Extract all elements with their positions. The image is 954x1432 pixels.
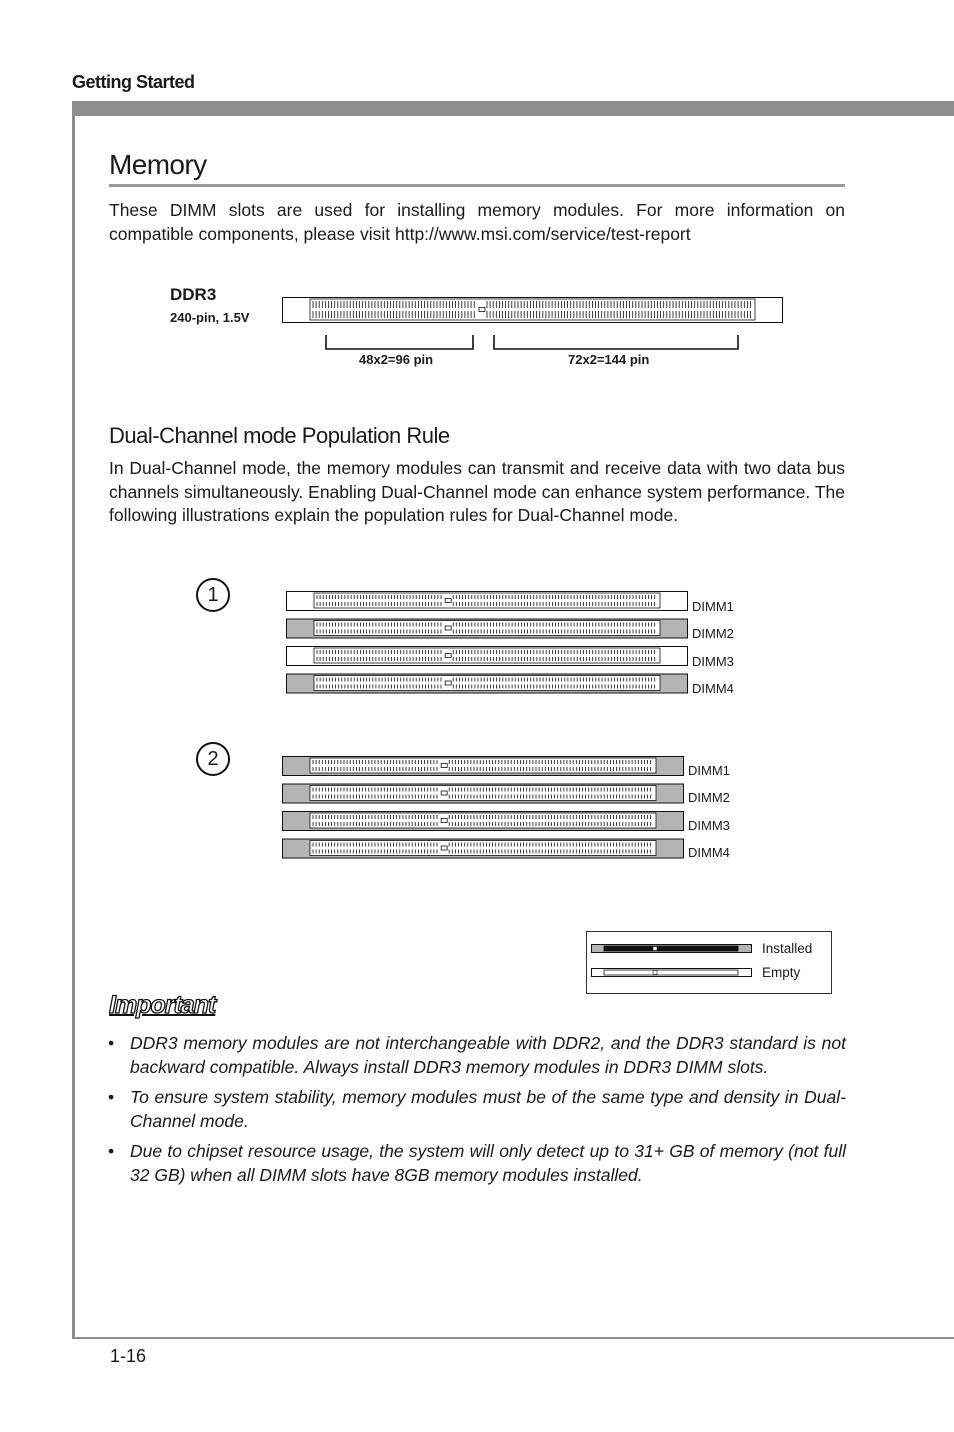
section-header: Getting Started — [72, 72, 195, 92]
page-number: 1-16 — [110, 1346, 147, 1366]
config-2-dimm4-label: DIMM4 — [688, 845, 730, 860]
important-item: • To ensure system stability, memory modules must be of the same type and density in Dual-Channel mode. — [108, 1087, 846, 1131]
dual-channel-heading: Dual-Channel mode Population Rule — [109, 423, 450, 448]
config-2-dimm1-slot-key — [441, 764, 447, 768]
config-2-dimm4-slot-pins — [313, 850, 437, 854]
config-1-dimm1-slot-key — [445, 599, 451, 603]
config-1-dimm3-slot-key — [445, 654, 451, 658]
config-2-dimm1-label: DIMM1 — [688, 763, 730, 778]
important-item: • DDR3 memory modules are not interchangeable with DDR2, and the DDR3 standard is not backward compatible. Always install DDR3 memory modules in DDR3 DIMM slots. — [108, 1033, 846, 1077]
right-pin-bracket — [494, 335, 738, 349]
config-2-dimm2-slot-pins — [313, 795, 437, 799]
config-1-dimm2-slot-key — [445, 626, 451, 630]
config-2-dimm2-slot-pins — [313, 788, 437, 792]
ddr3-label: DDR3 — [170, 285, 217, 304]
legend-empty-label: Empty — [762, 965, 801, 980]
config-1-number: 1 — [196, 578, 230, 612]
left-pin-bracket — [326, 335, 473, 349]
config-2-dimm3-slot-pins — [313, 815, 437, 819]
intro-paragraph: These DIMM slots are used for installing memory modules. For more information on compatible components, please visit http://www.msi.com/service/test-report — [109, 200, 845, 244]
bullet-icon: • — [108, 1141, 115, 1161]
config-1-dimm3-label: DIMM3 — [692, 654, 734, 669]
config-1-dimm1-slot-pins — [317, 595, 441, 599]
ddr3-slot-key — [479, 308, 485, 312]
config-2-dimm3-slot-key — [441, 819, 447, 823]
config-1-dimm4-label: DIMM4 — [692, 681, 734, 696]
left-pin-count: 48x2=96 pin — [359, 352, 434, 367]
dual-channel-paragraph: In Dual-Channel mode, the memory modules can transmit and receive data with two data bus channels simultaneously. Enabling Dual-Channel mode can enhance system performance. The following illustrations explain the population rules for Dual-Channel mode. — [109, 458, 845, 525]
config-2-dimm2-slot-key — [441, 791, 447, 795]
config-2-dimm2-label: DIMM2 — [688, 790, 730, 805]
config-1-dimm2-slot-pins — [317, 623, 441, 627]
config-2-dimm4-slot-key — [441, 846, 447, 850]
page-title: Memory — [109, 149, 207, 180]
important-item: • Due to chipset resource usage, the system will only detect up to 31+ GB of memory (not full 32 GB) when all DIMM slots have 8GB memory modules installed. — [108, 1141, 846, 1185]
config-2-dimm4-slot-pins — [313, 843, 437, 847]
right-pin-count: 72x2=144 pin — [568, 352, 650, 367]
bullet-icon: • — [108, 1033, 115, 1053]
config-1-dimm1-label: DIMM1 — [692, 599, 734, 614]
config-1-dimm3-slot-pins — [317, 657, 441, 661]
important-heading: Important — [109, 991, 216, 1019]
config-1-dimm2-slot-pins — [317, 630, 441, 634]
config-1-dimm2-label: DIMM2 — [692, 626, 734, 641]
config-1-dimm1-slot-pins — [317, 602, 441, 606]
config-1-dimm4-slot-pins — [317, 685, 441, 689]
important-list — [108, 1032, 846, 1194]
config-2-dimm1-slot-pins — [313, 767, 437, 771]
config-1-dimm3-slot-pins — [317, 650, 441, 654]
config-2-number: 2 — [196, 742, 230, 776]
config-1-dimm4-slot-key — [445, 681, 451, 685]
config-2-dimm3-label: DIMM3 — [688, 818, 730, 833]
legend-installed-label: Installed — [762, 941, 813, 956]
config-1-dimm4-slot-pins — [317, 678, 441, 682]
bullet-icon: • — [108, 1087, 115, 1107]
ddr3-spec: 240-pin, 1.5V — [170, 310, 250, 325]
config-2-dimm1-slot-pins — [313, 760, 437, 764]
config-2-dimm3-slot-pins — [313, 822, 437, 826]
